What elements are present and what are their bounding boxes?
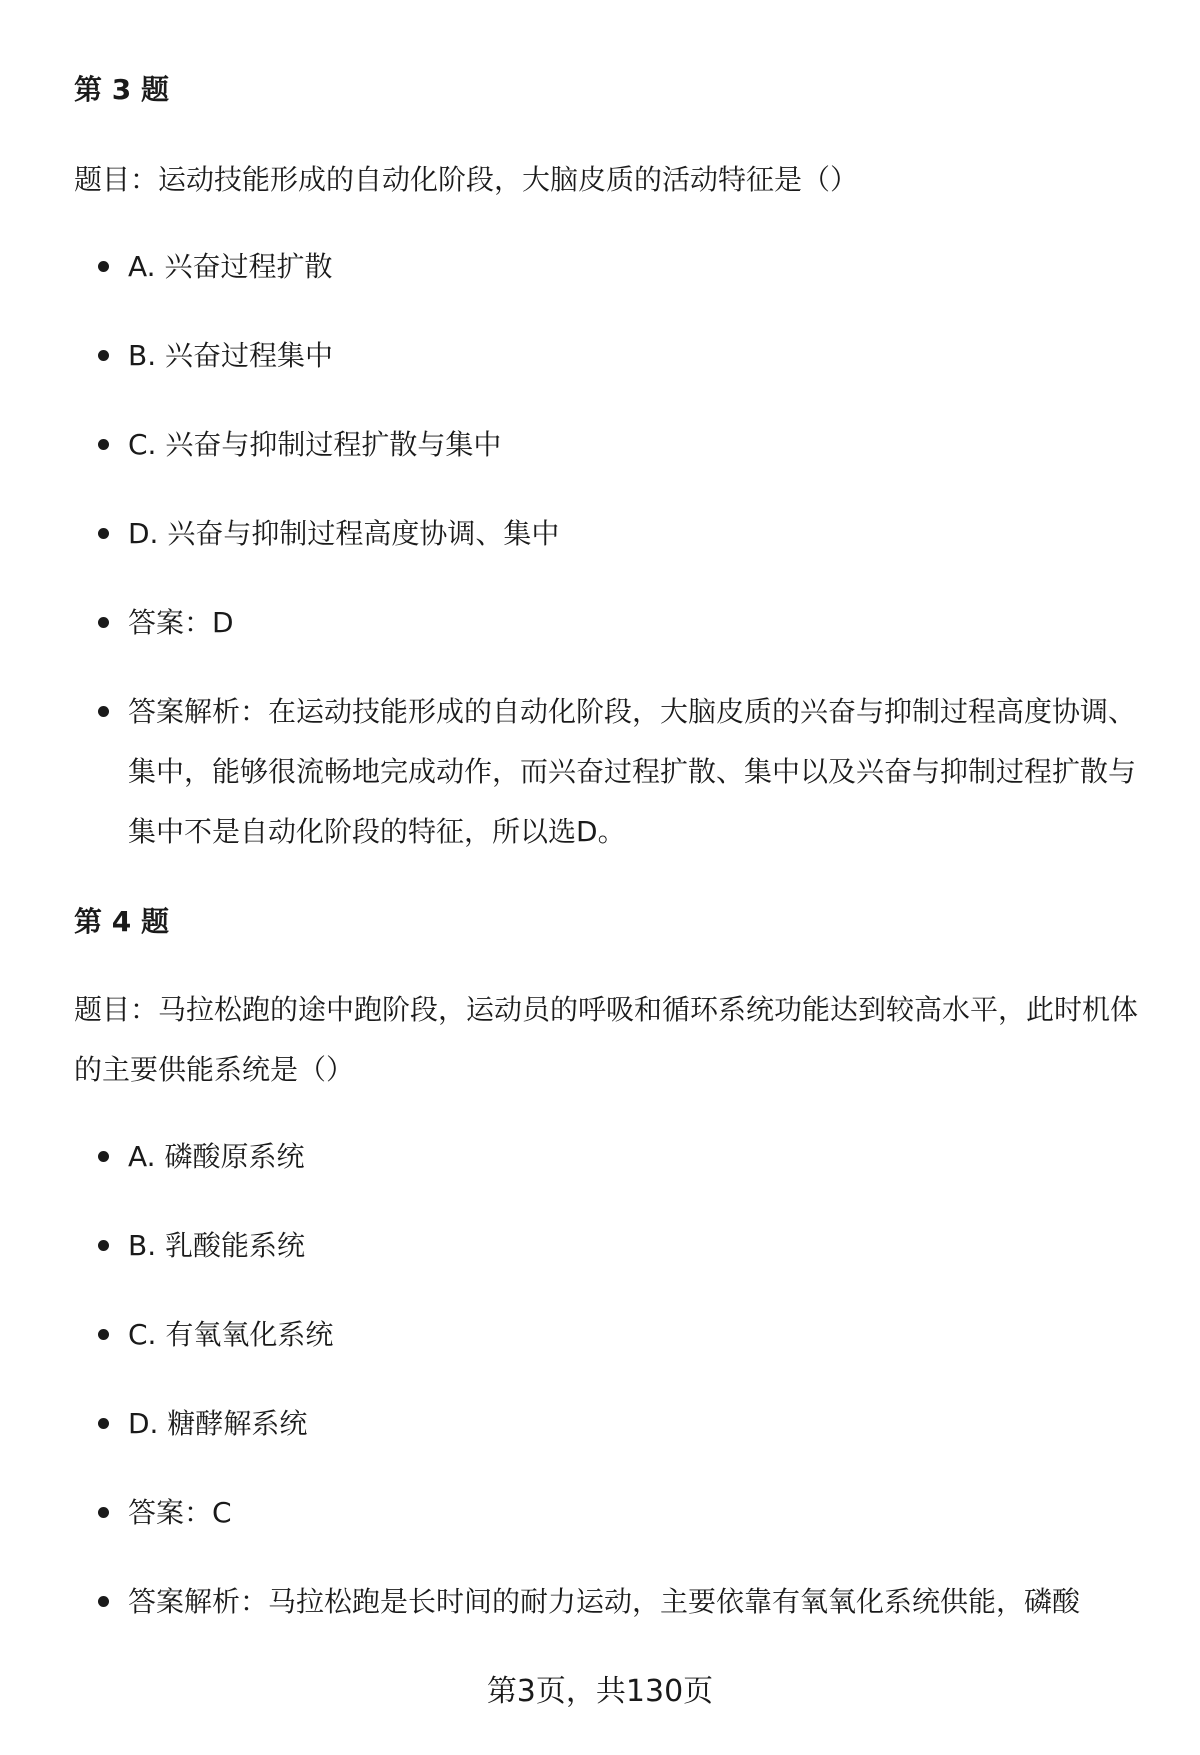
question-3-heading: 第 3 题 [74, 73, 169, 106]
option-text: C. 兴奋与抑制过程扩散与集中 [128, 428, 502, 461]
question-3-stem: 题目：运动技能形成的自动化阶段，大脑皮质的活动特征是（） [74, 163, 859, 196]
bullet-icon [98, 528, 109, 539]
answer-text: 答案：C [128, 1496, 232, 1529]
option-text: A. 磷酸原系统 [128, 1140, 305, 1173]
analysis-text: 答案解析：在运动技能形成的自动化阶段，大脑皮质的兴奋与抑制过程高度协调、集中，能够很流畅地完成动作，而兴奋过程扩散、集中以及兴奋与抑制过程扩散与集中不是自动化阶段的特征，所以选D。 [128, 695, 1137, 848]
option-text: D. 兴奋与抑制过程高度协调、集中 [128, 517, 560, 550]
bullet-icon [98, 1507, 109, 1518]
option-text: B. 兴奋过程集中 [128, 339, 334, 372]
question-4-stem: 题目：马拉松跑的途中跑阶段，运动员的呼吸和循环系统功能达到较高水平，此时机体的主要供能系统是（） [74, 993, 1139, 1086]
bullet-icon [98, 1151, 109, 1162]
option-text: A. 兴奋过程扩散 [128, 250, 333, 283]
option-text: D. 糖酵解系统 [128, 1407, 308, 1440]
bullet-icon [98, 350, 109, 361]
bullet-icon [98, 1329, 109, 1340]
answer-text: 答案：D [128, 606, 234, 639]
bullet-icon [98, 261, 109, 272]
page-number: 第3页，共130页 [486, 1674, 714, 1709]
bullet-icon [98, 617, 109, 628]
bullet-icon [98, 1240, 109, 1251]
question-4-heading: 第 4 题 [74, 905, 169, 938]
option-text: C. 有氧氧化系统 [128, 1318, 334, 1351]
option-text: B. 乳酸能系统 [128, 1229, 306, 1262]
bullet-icon [98, 1596, 109, 1607]
bullet-icon [98, 439, 109, 450]
bullet-icon [98, 1418, 109, 1429]
analysis-text: 答案解析：马拉松跑是长时间的耐力运动，主要依靠有氧氧化系统供能，磷酸 [128, 1585, 1081, 1618]
bullet-icon [98, 706, 109, 717]
